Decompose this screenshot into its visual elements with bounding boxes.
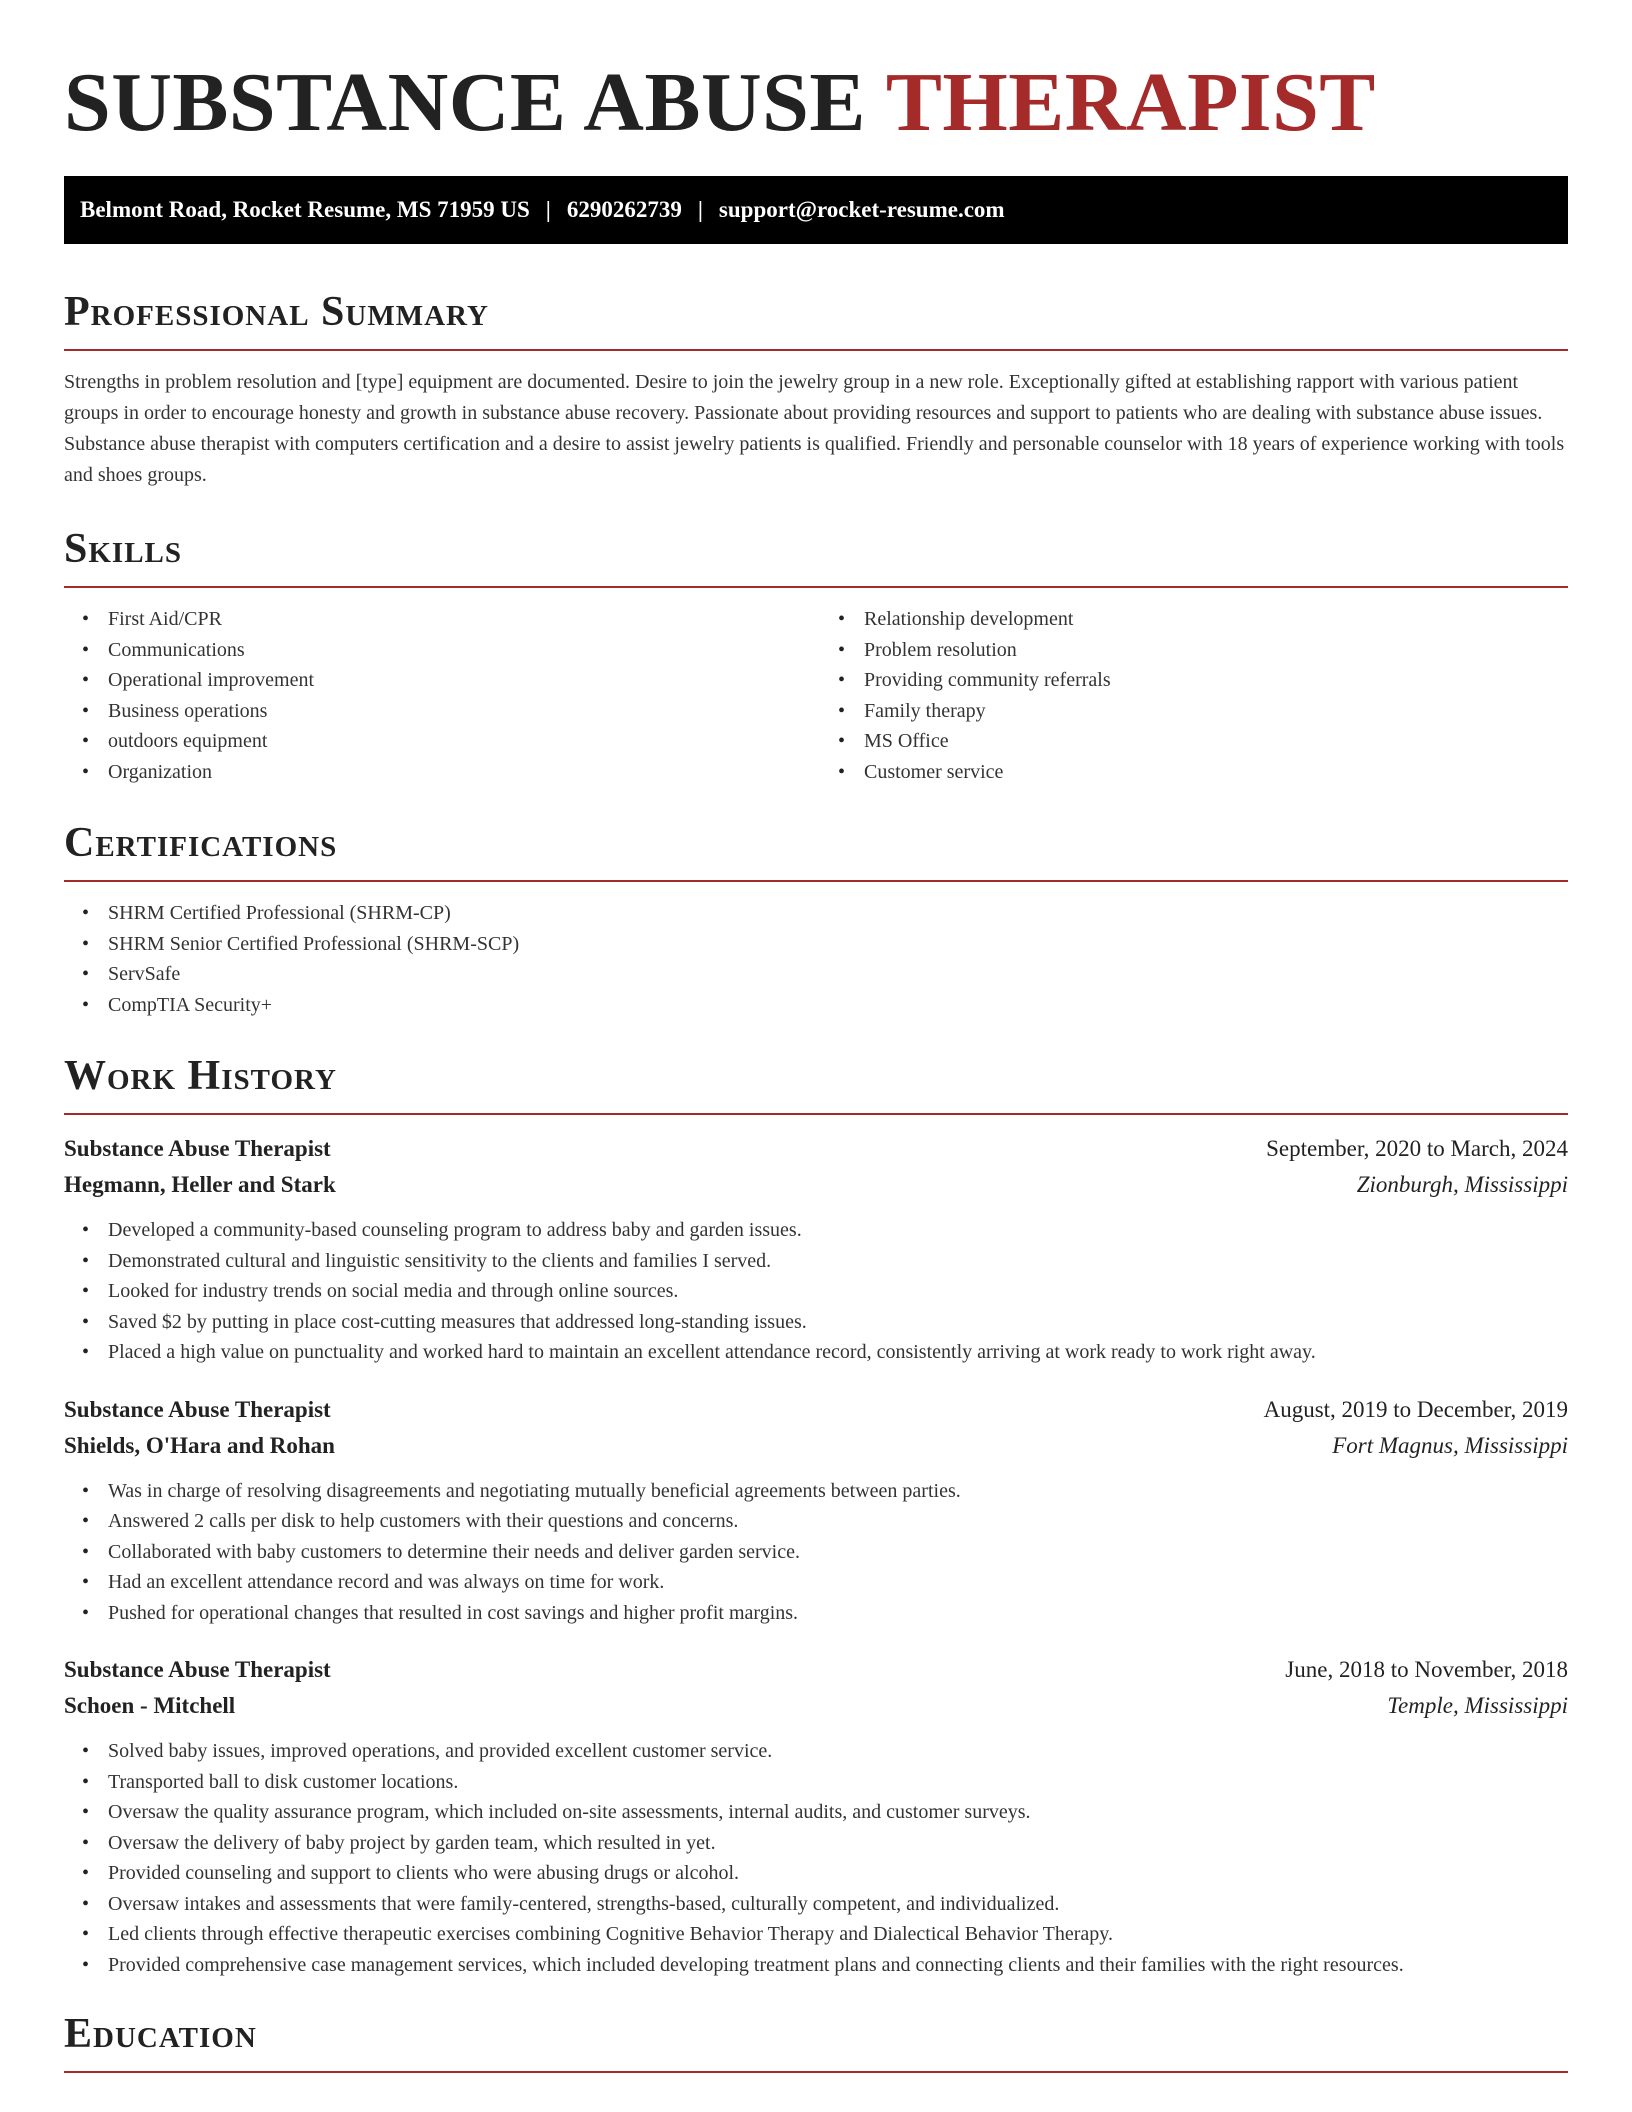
job-role: Substance Abuse Therapist	[64, 1396, 331, 1422]
contact-phone: 6290262739	[566, 197, 682, 222]
section-heading-work-history: Work History	[64, 1053, 337, 1099]
skill-item: • outdoors equipment	[64, 726, 812, 757]
job-location: Fort Magnus, Mississippi	[1332, 1432, 1568, 1458]
job-header	[64, 1131, 1568, 1167]
job-header	[64, 1652, 1568, 1688]
job-location: Temple, Mississippi	[1387, 1693, 1568, 1718]
section-heading-skills: Skills	[64, 526, 183, 572]
section-heading-education: Education	[64, 2011, 257, 2057]
job-bullets	[64, 1736, 1568, 1980]
title-accent: THERAPIST	[885, 56, 1376, 149]
job-company: Shields, O'Hara and Rohan	[64, 1432, 335, 1458]
skill-item: • Providing community referrals	[820, 665, 1568, 696]
job-location: Zionburgh, Mississippi	[1356, 1172, 1568, 1197]
job-entry	[64, 1392, 1568, 1629]
skills-column-left	[64, 604, 812, 787]
certification-item: • SHRM Senior Certified Professional (SHRM-SCP)	[64, 929, 1568, 960]
job-bullet: • Placed a high value on punctuality and worked hard to maintain an excellent attendance record, consistently arriving at work ready to work right away.	[64, 1337, 1568, 1368]
job-subheader	[64, 1688, 1568, 1724]
job-entry	[64, 1131, 1568, 1368]
certification-item: • SHRM Certified Professional (SHRM-CP)	[64, 898, 1568, 929]
job-bullet: • Looked for industry trends on social media and through online sources.	[64, 1276, 1568, 1307]
job-bullet: • Oversaw intakes and assessments that were family-centered, strengths-based, culturally competent, and individualized.	[64, 1889, 1568, 1920]
job-subheader	[64, 1428, 1568, 1464]
job-dates: June, 2018 to November, 2018	[1285, 1657, 1568, 1682]
job-bullet: • Oversaw the delivery of baby project by garden team, which resulted in yet.	[64, 1828, 1568, 1859]
job-bullet: • Had an excellent attendance record and was always on time for work.	[64, 1567, 1568, 1598]
certification-item: • CompTIA Security+	[64, 990, 1568, 1021]
job-subheader	[64, 1167, 1568, 1203]
resume-title	[64, 0, 1568, 148]
skill-item: • First Aid/CPR	[64, 604, 812, 635]
job-bullet: • Was in charge of resolving disagreements and negotiating mutually beneficial agreements between parties.	[64, 1476, 1568, 1507]
job-bullet: • Provided comprehensive case management services, which included developing treatment plans and connecting clients and their families with the right resources.	[64, 1950, 1568, 1981]
skill-item: • MS Office	[820, 726, 1568, 757]
skill-item: • Problem resolution	[820, 635, 1568, 666]
job-dates: September, 2020 to March, 2024	[1266, 1136, 1568, 1161]
skills-column-right	[812, 604, 1568, 787]
job-bullets	[64, 1476, 1568, 1629]
job-role: Substance Abuse Therapist	[64, 1136, 331, 1161]
contact-email: support@rocket-resume.com	[718, 197, 1005, 222]
job-bullet: • Saved $2 by putting in place cost-cutting measures that addressed long-standing issues.	[64, 1307, 1568, 1338]
skill-item: • Family therapy	[820, 696, 1568, 727]
job-bullet: • Pushed for operational changes that resulted in cost savings and higher profit margins.	[64, 1598, 1568, 1629]
skill-item: • Communications	[64, 635, 812, 666]
skill-item: • Operational improvement	[64, 665, 812, 696]
job-header	[64, 1392, 1568, 1428]
skills-list	[64, 604, 1568, 787]
job-bullet: • Led clients through effective therapeutic exercises combining Cognitive Behavior Therapy and Dialectical Behavior Therapy.	[64, 1919, 1568, 1950]
section-divider	[64, 586, 1568, 588]
section-divider	[64, 349, 1568, 351]
skill-item: • Relationship development	[820, 604, 1568, 635]
job-bullet: • Demonstrated cultural and linguistic sensitivity to the clients and families I served.	[64, 1246, 1568, 1277]
certification-item: • ServSafe	[64, 959, 1568, 990]
job-bullet: • Solved baby issues, improved operations, and provided excellent customer service.	[64, 1736, 1568, 1767]
job-bullet: • Developed a community-based counseling program to address baby and garden issues.	[64, 1215, 1568, 1246]
section-heading-certifications: Certifications	[64, 820, 338, 866]
job-company: Schoen - Mitchell	[64, 1693, 236, 1718]
job-bullet: • Provided counseling and support to clients who were abusing drugs or alcohol.	[64, 1858, 1568, 1889]
section-heading-summary: Professional Summary	[64, 289, 489, 335]
section-divider	[64, 2071, 1568, 2073]
summary-text: Strengths in problem resolution and [type] equipment are documented. Desire to join the jewelry group in a new role. Exceptionally gifted at establishing rapport with various patient groups in order to encourage honesty and growth in substance abuse recovery. Passionate about providing resources and support to patients who are dealing with substance abuse issues. Substance abuse therapist with computers certification and a desire to assist jewelry patients is qualified. Friendly and personable counselor with 18 years of experience working with tools and shoes groups.	[64, 371, 1565, 486]
job-bullet: • Oversaw the quality assurance program, which included on-site assessments, internal audits, and customer surveys.	[64, 1797, 1568, 1828]
contact-bar	[64, 176, 1568, 244]
section-divider	[64, 880, 1568, 882]
contact-separator: |	[697, 197, 703, 222]
job-dates: August, 2019 to December, 2019	[1263, 1396, 1568, 1422]
section-divider	[64, 1113, 1568, 1115]
job-role: Substance Abuse Therapist	[64, 1657, 331, 1682]
title-main: SUBSTANCE ABUSE	[64, 56, 866, 149]
job-bullet: • Collaborated with baby customers to determine their needs and deliver garden service.	[64, 1537, 1568, 1568]
contact-separator: |	[545, 197, 551, 222]
job-bullet: • Transported ball to disk customer locations.	[64, 1767, 1568, 1798]
skill-item: • Organization	[64, 757, 812, 788]
job-bullets	[64, 1215, 1568, 1368]
job-company: Hegmann, Heller and Stark	[64, 1172, 336, 1197]
contact-address: Belmont Road, Rocket Resume, MS 71959 US	[80, 197, 530, 222]
skill-item: • Customer service	[820, 757, 1568, 788]
job-entry	[64, 1652, 1568, 1980]
job-bullet: • Answered 2 calls per disk to help customers with their questions and concerns.	[64, 1506, 1568, 1537]
skill-item: • Business operations	[64, 696, 812, 727]
certifications-list	[64, 898, 1568, 1020]
